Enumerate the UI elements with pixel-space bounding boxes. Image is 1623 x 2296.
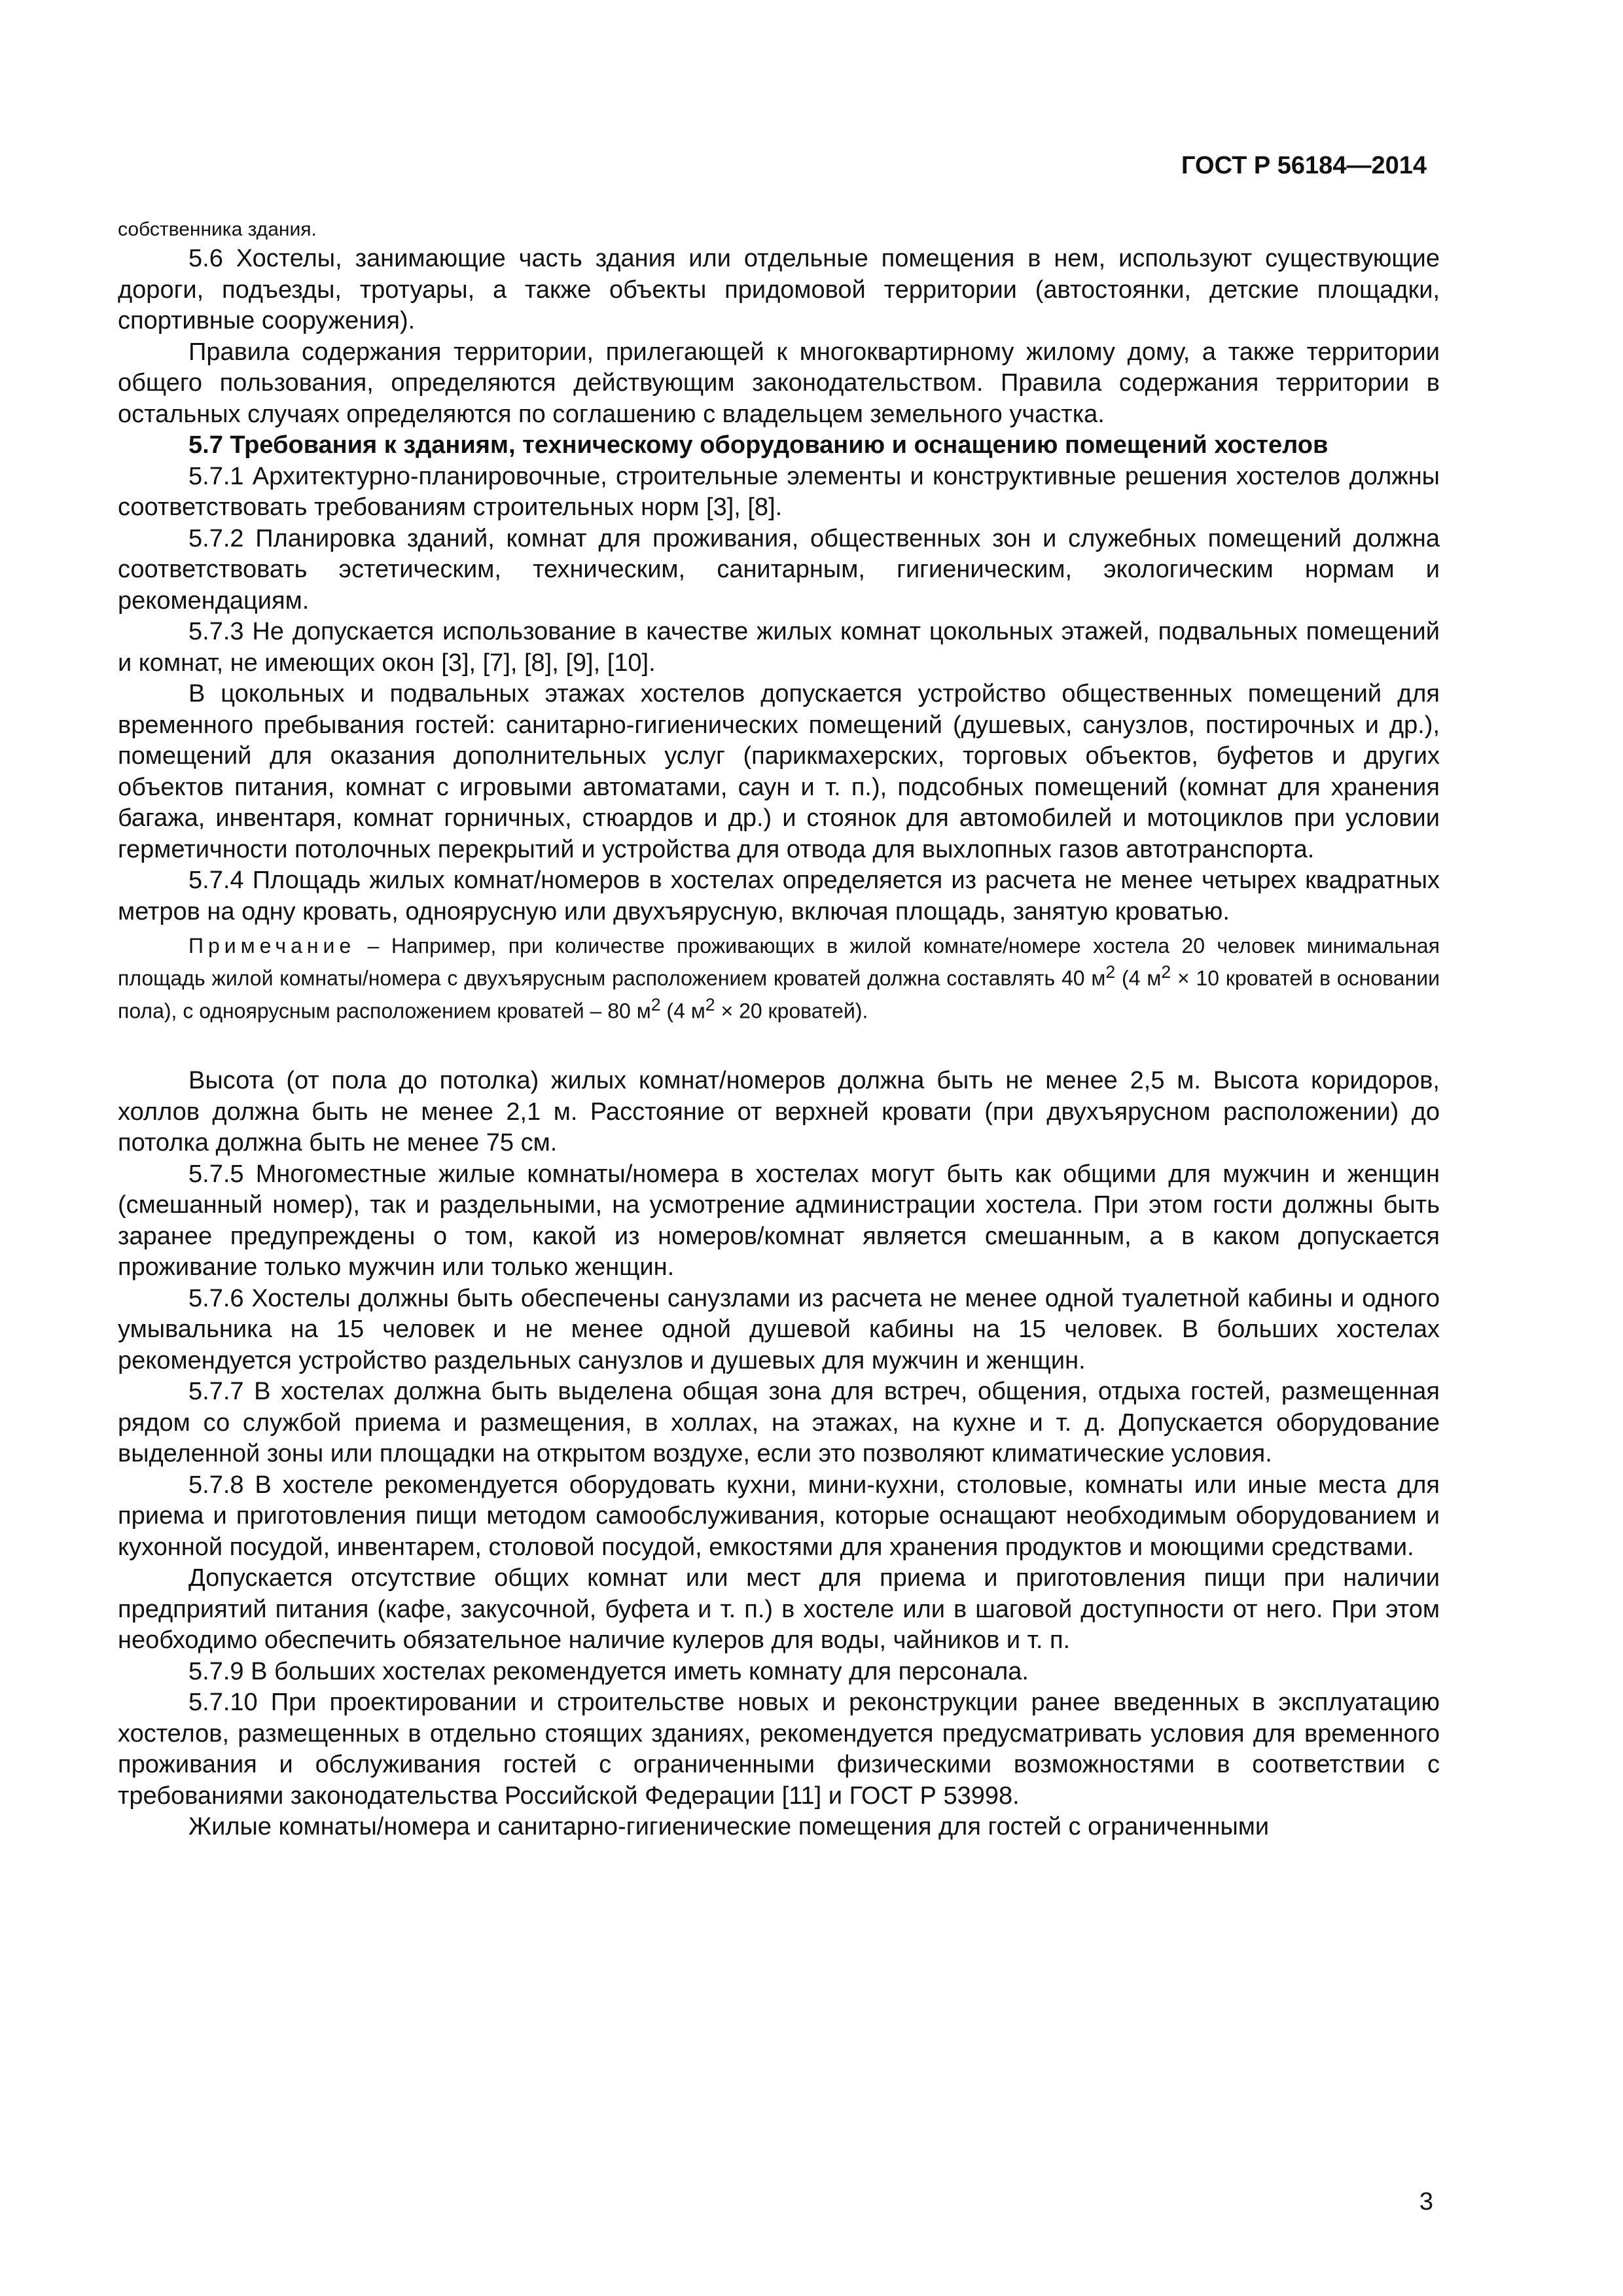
paragraph-5-7-1: 5.7.1 Архитектурно-планировочные, строительные элементы и конструктивные решения хостелов должны соответствовать требованиям строительных норм [3], [8]. xyxy=(118,462,1440,521)
paragraph-5-7-6: 5.7.6 Хостелы должны быть обеспечены санузлами из расчета не менее одной туалетной кабины и одного умывальника на 15 человек и не менее одной душевой кабины на 15 человек. В больших хостелах рекомендуется устройство раздельных санузлов и душевых для мужчин и женщин. xyxy=(118,1284,1440,1374)
paragraph-5-7-5: 5.7.5 Многоместные жилые комнаты/номера в хостелах могут быть как общими для мужчин и женщин (смешанный номер), так и раздельными, на усмотрение администрации хостела. При этом гости должны быть заранее предупреждены о том, какой из номеров/комнат является смешанным, а в каком допускается проживание только мужчин или только женщин. xyxy=(118,1160,1440,1282)
paragraph-territory-rules: Правила содержания территории, прилегающей к многоквартирному жилому дому, а также территории общего пользования, определяются действующим законодательством. Правила содержания территории в остальных случаях определяются по соглашению с владельцем земельного участка. xyxy=(118,338,1440,428)
paragraph-5-6: 5.6 Хостелы, занимающие часть здания или отдельные помещения в нем, используют существующие дороги, подъезды, тротуары, а также объекты придомовой территории (автостоянки, детские площадки, спортивные сооружения). xyxy=(118,245,1440,334)
note-sup-4: 2 xyxy=(705,994,715,1014)
paragraph-continuation: собственника здания. xyxy=(118,219,317,240)
note-text-a: – Например, при количестве проживающих в жилой комнате/номере хостела 20 человек минимальная площадь жилой комнаты/номера с двухъярусным расположением кроватей должна составлять 40 м xyxy=(118,934,1440,990)
note-sup-2: 2 xyxy=(1161,962,1171,982)
paragraph-room-height: Высота (от пола до потолка) жилых комнат/номеров должна быть не менее 2,5 м. Высота коридоров, холлов должна быть не менее 2,1 м. Расстояние от верхней кровати (при двухъярусном расположении) до потолка должна быть не менее 75 см. xyxy=(118,1067,1440,1157)
note-text-d: (4 м xyxy=(660,999,705,1023)
paragraph-5-7-8: 5.7.8 В хостеле рекомендуется оборудовать кухни, мини-кухни, столовые, комнаты или иные места для приема и приготовления пищи методом самообслуживания, которые оснащают необходимым оборудованием и кухонной посудой, инвентарем, столовой посудой, емкостями для хранения продуктов и моющими средствами. xyxy=(118,1471,1440,1561)
note-text-e: × 20 кроватей). xyxy=(715,999,868,1023)
section-heading-5-7: 5.7 Требования к зданиям, техническому оборудованию и оснащению помещений хостелов xyxy=(188,431,1329,459)
note-label: Примечание xyxy=(188,934,356,958)
page-number: 3 xyxy=(1419,2188,1433,2215)
paragraph-basement-floors: В цокольных и подвальных этажах хостелов допускается устройство общественных помещений для временного пребывания гостей: санитарно-гигиенических помещений (душевых, санузлов, постирочных и др.), помещений для оказания дополнительных услуг (парикмахерских, торговых объектов, буфетов и других объектов питания, комнат с игровыми автоматами, саун и т. п.), подсобных помещений (комнат для хранения багажа, инвентаря, комнат горничных, стюардов и др.) и стоянок для автомобилей и мотоциклов при условии герметичности потолочных перекрытий и устройства для отвода для выхлопных газов автотранспорта. xyxy=(118,680,1440,863)
note-sup-1: 2 xyxy=(1105,962,1116,982)
note-text-b: (4 м xyxy=(1115,966,1162,990)
document-code-header: ГОСТ Р 56184—2014 xyxy=(1181,152,1427,179)
paragraph-5-7-4: 5.7.4 Площадь жилых комнат/номеров в хостелах определяется из расчета не менее четырех квадратных метров на одну кровать, одноярусную или двухъярусную, включая площадь, занятую кроватью. xyxy=(118,867,1440,925)
paragraph-5-7-9: 5.7.9 В больших хостелах рекомендуется иметь комнату для персонала. xyxy=(188,1657,1029,1685)
paragraph-5-7-7: 5.7.7 В хостелах должна быть выделена общая зона для встреч, общения, отдыха гостей, размещенная рядом со службой приема и размещения, в холлах, на этажах, на кухне и т. д. Допускается оборудование выделенной зоны или площадки на открытом воздухе, если это позволяют климатические условия. xyxy=(118,1378,1440,1468)
paragraph-food-places: Допускается отсутствие общих комнат или мест для приема и приготовления пищи при наличии предприятий питания (кафе, закусочной, буфета и т. п.) в хостеле или в шаговой доступности от него. При этом необходимо обеспечить обязательное наличие кулеров для воды, чайников и т. п. xyxy=(118,1564,1440,1655)
paragraph-5-7-2: 5.7.2 Планировка зданий, комнат для проживания, общественных зон и служебных помещений должна соответствовать эстетическим, техническим, санитарным, гигиеническим, экологическим нормам и рекомендациям. xyxy=(118,524,1440,615)
note-text-c: × 10 кроватей в основании пола), с одноярусным расположением кроватей – 80 м xyxy=(118,966,1440,1023)
paragraph-5-7-10: 5.7.10 При проектировании и строительстве новых и реконструкции ранее введенных в эксплуатацию хостелов, размещенных в отдельно стоящих зданиях, рекомендуется предусматривать условия для временного проживания и обслуживания гостей с ограниченными физическими возможностями в соответствии с требованиями законодательства Российской Федерации [11] и ГОСТ Р 53998. xyxy=(118,1689,1440,1810)
paragraph-accessible-rooms: Жилые комнаты/номера и санитарно-гигиенические помещения для гостей с ограниченными xyxy=(188,1813,1270,1841)
paragraph-5-7-3: 5.7.3 Не допускается использование в качестве жилых комнат цокольных этажей, подвальных помещений и комнат, не имеющих окон [3], [7], [8], [9], [10]. xyxy=(118,618,1440,677)
note-block xyxy=(118,933,1440,1024)
note-sup-3: 2 xyxy=(651,994,661,1014)
blank-spacer xyxy=(118,1024,1440,1066)
document-body xyxy=(118,216,1440,1843)
